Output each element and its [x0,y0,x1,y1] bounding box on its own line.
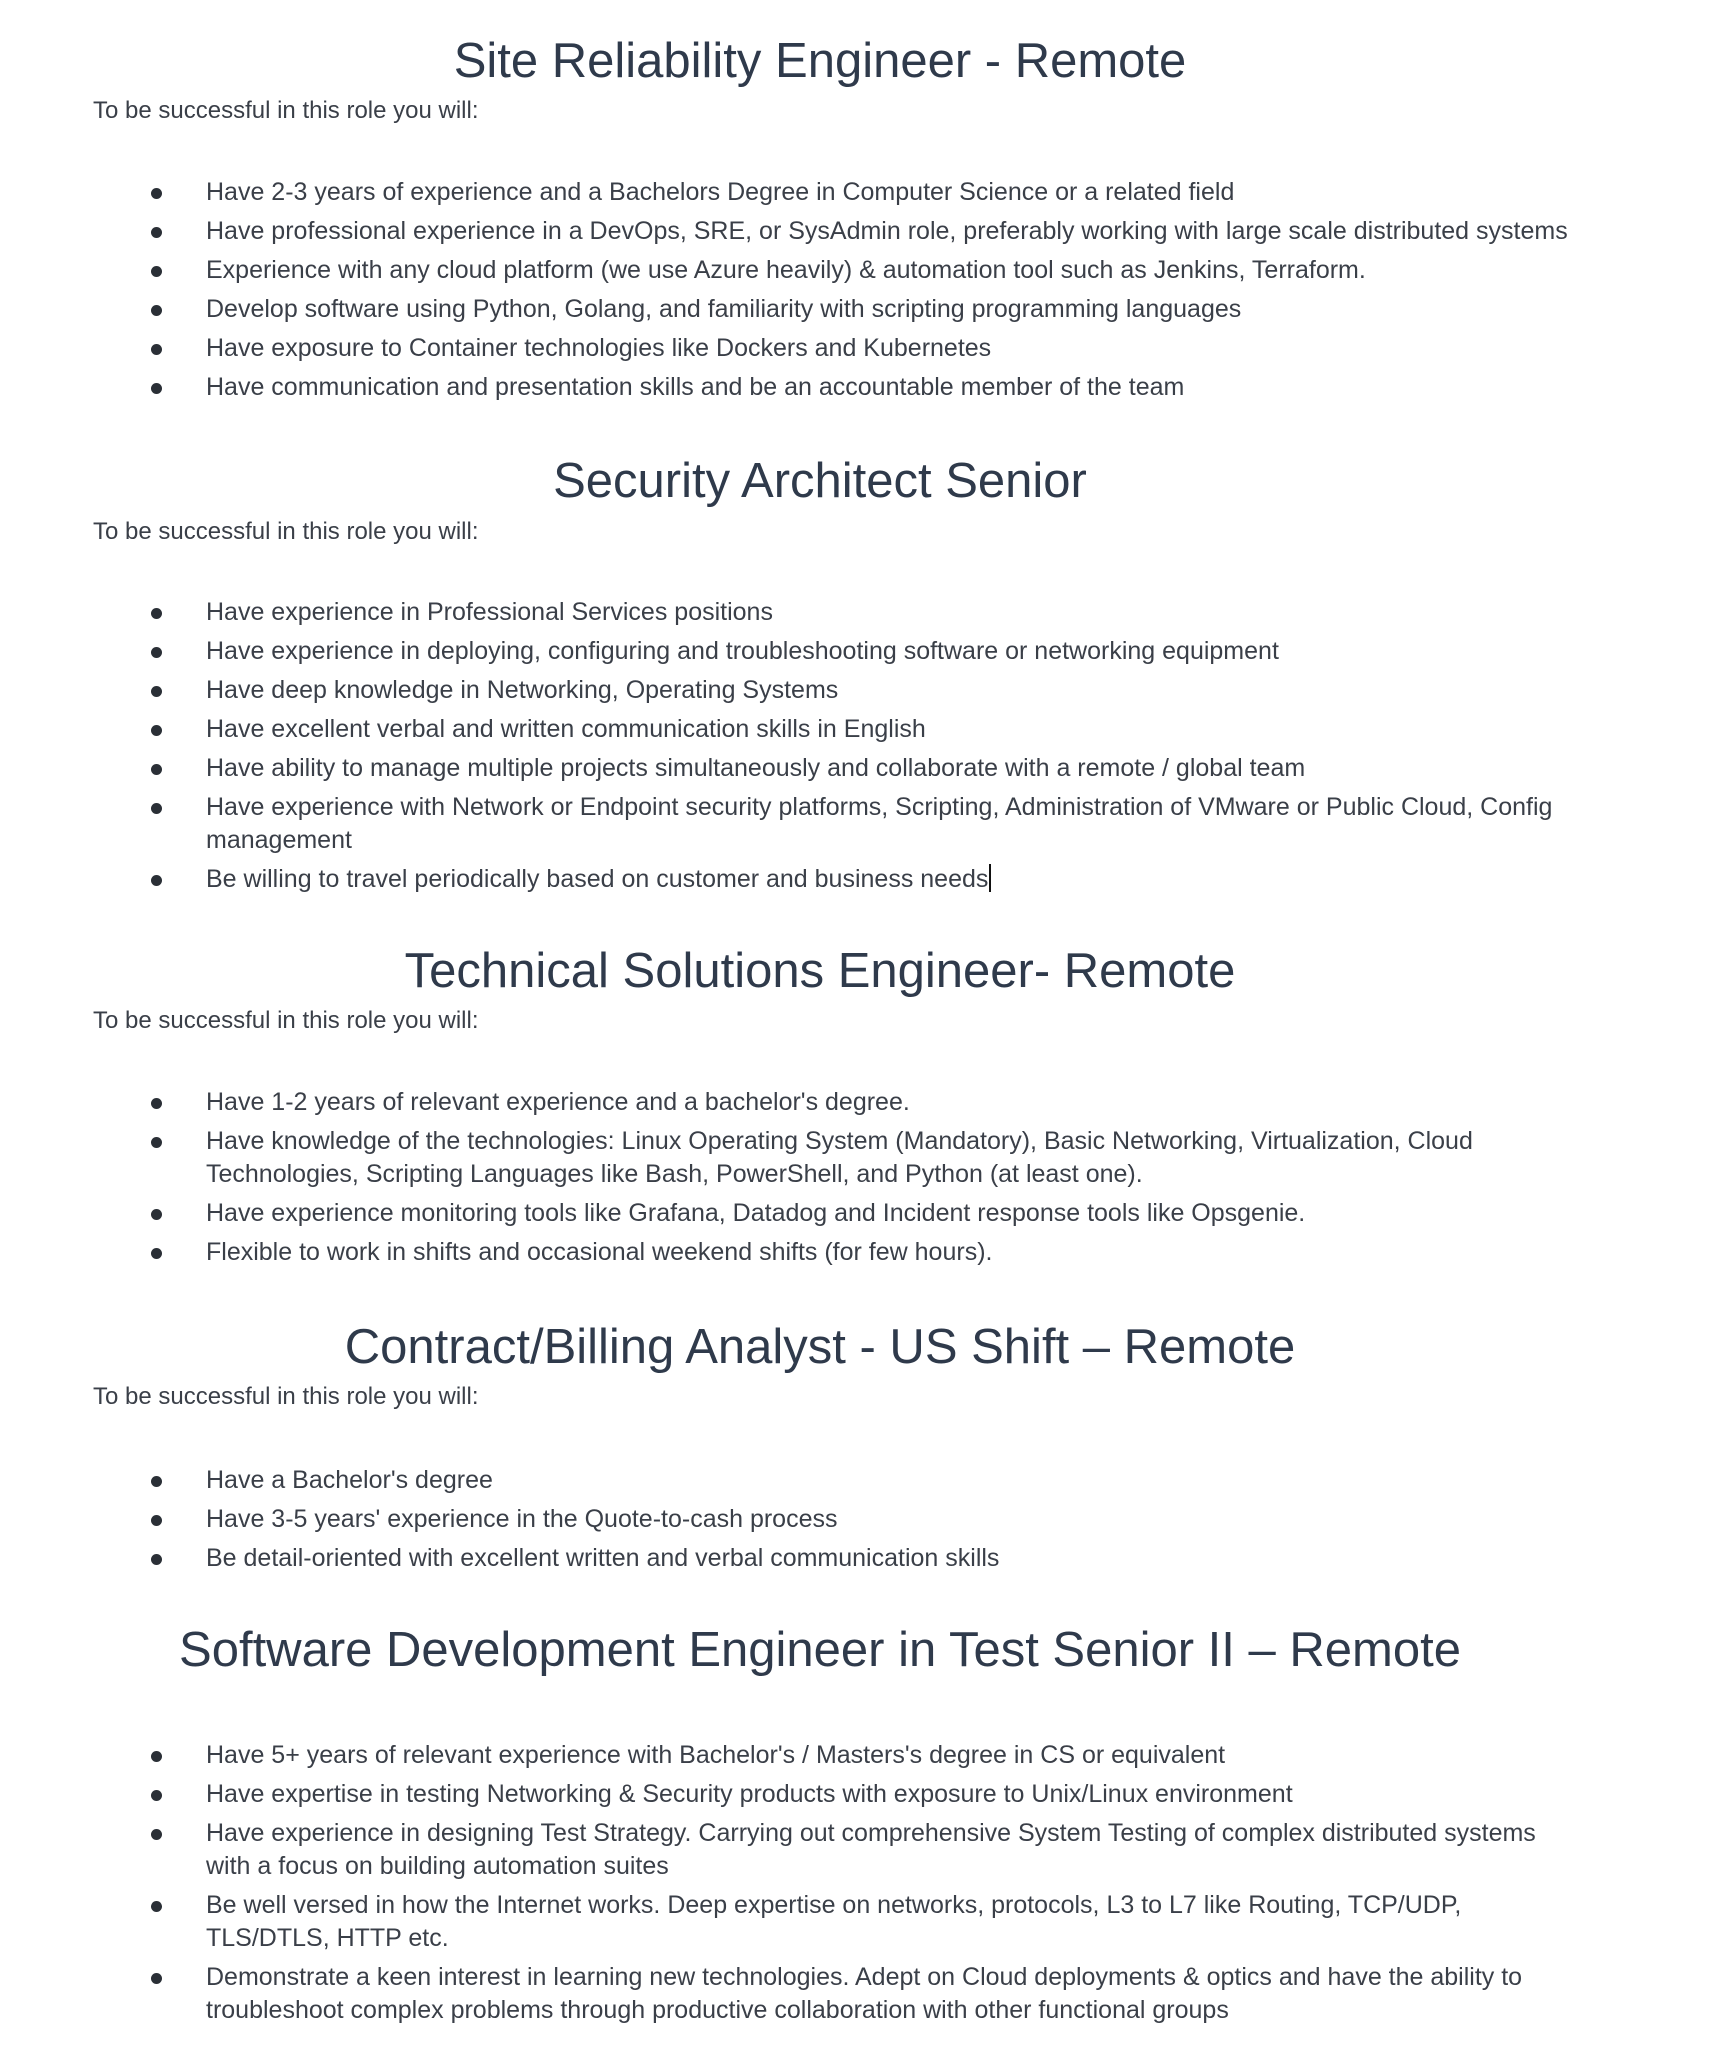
text-cursor [989,864,991,892]
bullet-icon [151,1973,162,1984]
section-intro: To be successful in this role you will: [93,518,479,545]
requirements-list [0,1464,1720,1581]
bullet-icon [151,344,162,355]
job-title: Software Development Engineer in Test Senior II – Remote [179,1623,1461,1677]
job-title: Site Reliability Engineer - Remote [453,34,1187,88]
job-title: Security Architect Senior [553,454,1087,508]
list-item: Have 5+ years of relevant experience with Bachelor's / Masters's degree in CS or equivalent [0,1739,1720,1772]
list-item: Flexible to work in shifts and occasional weekend shifts (for few hours). [0,1236,1720,1269]
list-item: Have excellent verbal and written communication skills in English [0,713,1720,746]
list-item: Have a Bachelor's degree [0,1464,1720,1497]
list-item: Have ability to manage multiple projects simultaneously and collaborate with a remote / global team [0,752,1720,785]
list-item: Be detail-oriented with excellent written and verbal communication skills [0,1542,1720,1575]
bullet-icon [151,1476,162,1487]
list-item: Be willing to travel periodically based on customer and business needs [0,863,1720,896]
bullet-icon [151,1751,162,1762]
bullet-icon [151,1901,162,1912]
list-item: Experience with any cloud platform (we use Azure heavily) & automation tool such as Jenkins, Terraform. [0,254,1720,287]
list-item: Have knowledge of the technologies: Linux Operating System (Mandatory), Basic Networking, Virtualization, Cloud Technologies, Scripting Languages like Bash, PowerShell, and Python (at least one). [0,1125,1720,1191]
bullet-icon [151,1248,162,1259]
list-item: Have experience with Network or Endpoint security platforms, Scripting, Administration of VMware or Public Cloud, Config management [0,791,1720,857]
bullet-icon [151,875,162,886]
requirements-list [0,176,1720,410]
list-item: Be well versed in how the Internet works. Deep expertise on networks, protocols, L3 to L7 like Routing, TCP/UDP, TLS/DTLS, HTTP etc. [0,1889,1720,1955]
requirements-list [0,1086,1720,1275]
section-intro: To be successful in this role you will: [93,97,479,124]
job-title: Contract/Billing Analyst - US Shift – Remote [344,1320,1296,1374]
list-item: Have 2-3 years of experience and a Bachelors Degree in Computer Science or a related field [0,176,1720,209]
section-intro: To be successful in this role you will: [93,1383,479,1410]
list-item: Have experience in deploying, configuring and troubleshooting software or networking equipment [0,635,1720,668]
bullet-icon [151,1098,162,1109]
job-title: Technical Solutions Engineer- Remote [404,944,1236,998]
bullet-icon [151,188,162,199]
bullet-icon [151,686,162,697]
list-item: Have experience monitoring tools like Grafana, Datadog and Incident response tools like Opsgenie. [0,1197,1720,1230]
list-item: Have experience in Professional Services positions [0,596,1720,629]
list-item: Have experience in designing Test Strategy. Carrying out comprehensive System Testing of complex distributed systems with a focus on building automation suites [0,1817,1720,1883]
bullet-icon [151,1829,162,1840]
bullet-icon [151,1209,162,1220]
requirements-list [0,1739,1720,2033]
list-item: Have 1-2 years of relevant experience and a bachelor's degree. [0,1086,1720,1119]
bullet-icon [151,227,162,238]
bullet-icon [151,1515,162,1526]
list-item: Have 3-5 years' experience in the Quote-to-cash process [0,1503,1720,1536]
list-item: Demonstrate a keen interest in learning new technologies. Adept on Cloud deployments & optics and have the ability to troubleshoot complex problems through productive collaboration with other functional groups [0,1961,1720,2027]
bullet-icon [151,305,162,316]
bullet-icon [151,647,162,658]
bullet-icon [151,803,162,814]
list-item: Have communication and presentation skills and be an accountable member of the team [0,371,1720,404]
list-item: Develop software using Python, Golang, and familiarity with scripting programming languages [0,293,1720,326]
bullet-icon [151,1554,162,1565]
list-item: Have expertise in testing Networking & Security products with exposure to Unix/Linux environment [0,1778,1720,1811]
bullet-icon [151,1137,162,1148]
bullet-icon [151,725,162,736]
list-item: Have exposure to Container technologies like Dockers and Kubernetes [0,332,1720,365]
list-item: Have deep knowledge in Networking, Operating Systems [0,674,1720,707]
bullet-icon [151,383,162,394]
list-item: Have professional experience in a DevOps, SRE, or SysAdmin role, preferably working with large scale distributed systems [0,215,1720,248]
bullet-icon [151,608,162,619]
requirements-list [0,596,1720,902]
bullet-icon [151,764,162,775]
section-intro: To be successful in this role you will: [93,1007,479,1034]
bullet-icon [151,1790,162,1801]
bullet-icon [151,266,162,277]
